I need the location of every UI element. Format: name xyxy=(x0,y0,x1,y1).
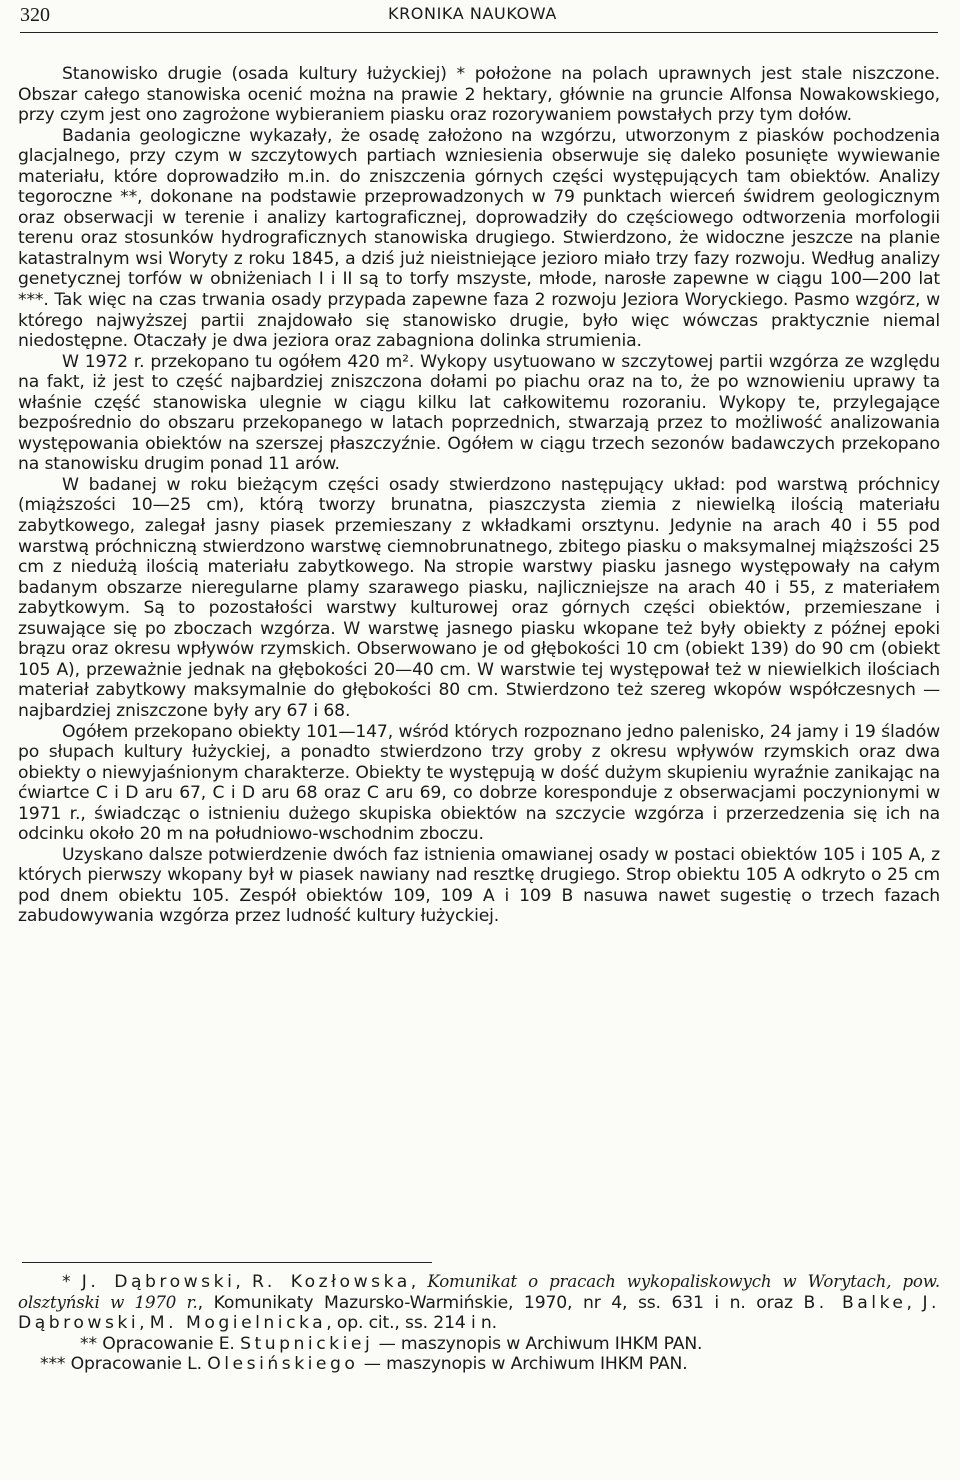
footnote-mark: * xyxy=(62,1272,71,1292)
citation-author: B. Balke xyxy=(803,1292,907,1313)
citation-separator: , xyxy=(410,1272,417,1292)
citation-text: , Komunikaty Mazursko-Warmińskie, 1970, nr 4, ss. 631 i n. oraz xyxy=(197,1292,793,1313)
paragraph: W badanej w roku bieżącym części osady stwierdzono następujący układ: pod warstwą próchnicy (miąższości 10—25 cm), którą tworzy brunatna, piaszczysta ziemia z niewielką ilością materiału zabytkowego, zalegał jasny piasek przemieszany z wkładkami orsztynu. Jedynie na arach 40 i 55 pod warstwą próchniczną stwierdzono warstwę ciemnobrunatnego, zbitego piasku o maksymalnej miąższości 25 cm z niedużą ilością materiału zabytkowego. Na stropie warstwy piasku jasnego występowały na całym badanym obszarze nieregularne plamy szarawego piasku, najliczniejsze na arach 40 i 55, z materiałem zabytkowym. Są to pozostałości warstwy kulturowej oraz górnych części obiektów, przemieszane i zsuwające się po zboczach wzgórza. W warstwę jasnego piasku wkopane też były obiekty z późnej epoki brązu oraz okresu wpływów rzymskich. Obserwowano je od głębokości 10 cm (obiekt 139) do 90 cm (obiekt 105 A), przeważnie jednak na głębokości 20—40 cm. W warstwie tej występował też w niewielkich ilościach materiał zabytkowy maksymalnie do głębokości 80 cm. Stwierdzono też szereg wkopów współczesnych — najbardziej zniszczone były ary 67 i 68. xyxy=(18,474,940,721)
citation-separator: , xyxy=(139,1313,145,1333)
citation-author: J. Dąbrowski xyxy=(81,1272,236,1292)
footnote-text: — maszynopis w Archiwum IHKM PAN. xyxy=(363,1354,688,1374)
paragraph: Uzyskano dalsze potwierdzenie dwóch faz istnienia omawianej osady w postaci obiektów 105 i 105 A, z których pierwszy wkopany był w piasek nawiany nad resztkę drugiego. Strop obiektu 105 A odkryto o 25 cm pod dnem obiektu 105. Zespół obiektów 109, 109 A i 109 B nasuwa nawet sugestię o trzech fazach zabudowywania wzgórza przez ludność kultury łużyckiej. xyxy=(18,844,940,927)
paragraph: Ogółem przekopano obiekty 101—147, wśród których rozpoznano jedno palenisko, 24 jamy i 19 śladów po słupach kultury łużyckiej, a ponadto stwierdzono trzy groby z okresu wpływów rzymskich oraz dwa obiekty o niewyjaśnionym charakterze. Obiekty te występują w dość dużym skupieniu wyraźnie zanikając na ćwiartce C i D aru 67, C i D aru 68 oraz C aru 69, co dobrze koresponduje z obserwacjami poczynionymi w 1971 r., świadcząc o istnieniu dużego skupiska obiektów na szczycie wzgórza i przerzedzenia się ich na odcinku około 20 m na południowo-wschodnim zboczu. xyxy=(18,721,940,845)
footnote-divider xyxy=(22,1262,432,1263)
page-header xyxy=(20,0,938,33)
footnote-prefix: Opracowanie E. xyxy=(102,1333,235,1354)
citation-text: , op. cit., ss. 214 i n. xyxy=(326,1313,497,1333)
paragraph: Badania geologiczne wykazały, że osadę założono na wzgórzu, utworzonym z piasków pochodzenia glacjalnego, przy czym w szczytowych partiach wzniesienia obserwuje się daleko posunięte wywiewanie materiału, które doprowadziło m.in. do zniszczenia górnych części występujących tam obiektów. Analizy tegoroczne **, dokonane na podstawie przeprowadzonych w 79 punktach wierceń świdrem geologicznym oraz obserwacji w terenie i analizy kartograficznej, doprowadziły do częściowego odtworzenia morfologii terenu oraz stosunków hydrograficznych stanowiska drugiego. Stwierdzono, że widoczne jeszcze na planie katastralnym wsi Woryty z roku 1845, a dziś już nieistniejące jezioro miało trzy fazy rozwoju. Według analizy genetycznej torfów w obniżeniach I i II są to torfy mszyste, młode, narosłe zapewne w ciągu 100—200 lat ***. Tak więc na czas trwania osady przypada zapewne faza 2 rozwoju Jeziora Woryckiego. Pasmo wzgórz, w którego najwyższej partii znajdowało się stanowisko drugie, było więc wówczas praktycznie niemal niedostępne. Otaczały je dwa jeziora oraz zabagniona dolinka strumienia. xyxy=(18,125,940,352)
footnote-mark: ** xyxy=(80,1333,97,1354)
paragraph: Stanowisko drugie (osada kultury łużyckiej) * położone na polach uprawnych jest stale niszczone. Obszar całego stanowiska ocenić można na prawie 2 hektary, głównie na gruncie Alfonsa Nowakowskiego, przy czym jest ono zagrożone wybieraniem piasku oraz rozorywaniem powstałych przy tym dołów. xyxy=(18,64,940,126)
running-title: KRONIKA NAUKOWA xyxy=(388,4,557,23)
citation-author: J. Dąbrowski xyxy=(18,1292,940,1333)
footnote-3 xyxy=(18,1354,940,1375)
citation-separator: , xyxy=(906,1292,912,1313)
page-number: 320 xyxy=(20,4,50,26)
citation-author: R. Kozłowska xyxy=(251,1272,411,1292)
citation-author: M. Mogielnicka xyxy=(149,1313,327,1333)
citation-separator: , xyxy=(235,1272,241,1292)
footnote-text: — maszynopis w Archiwum IHKM PAN. xyxy=(378,1333,703,1354)
footnote-1 xyxy=(18,1272,940,1334)
footnote-prefix: Opracowanie L. xyxy=(70,1354,202,1374)
footnotes xyxy=(18,1272,940,1375)
footnote-name: Olesińskiego xyxy=(207,1354,359,1374)
paragraph: W 1972 r. przekopano tu ogółem 420 m². Wykopy usytuowano w szczytowej partii wzgórza ze względu na fakt, iż jest to część najbardziej zniszczona dołami po piachu oraz na to, że po wznowieniu uprawy ta właśnie część stanowiska ulegnie w ciągu kilku lat całkowitemu rozoraniu. Wykopy te, przylegające bezpośrednio do obszaru przekopanego w latach poprzednich, stwarzają przez to możliwość analizowania występowania obiektów na szerszej płaszczyźnie. Ogółem w ciągu trzech sezonów badawczych przekopano na stanowisku drugim ponad 11 arów. xyxy=(18,351,940,475)
footnote-2 xyxy=(18,1334,940,1355)
footnote-mark: *** xyxy=(40,1354,66,1374)
article-body xyxy=(18,64,940,927)
citation-title: Komunikat o pracach wykopaliskowych w Worytach, pow. olsztyński w 1970 r. xyxy=(18,1272,940,1312)
footnote-name: Stupnickiej xyxy=(240,1333,374,1354)
